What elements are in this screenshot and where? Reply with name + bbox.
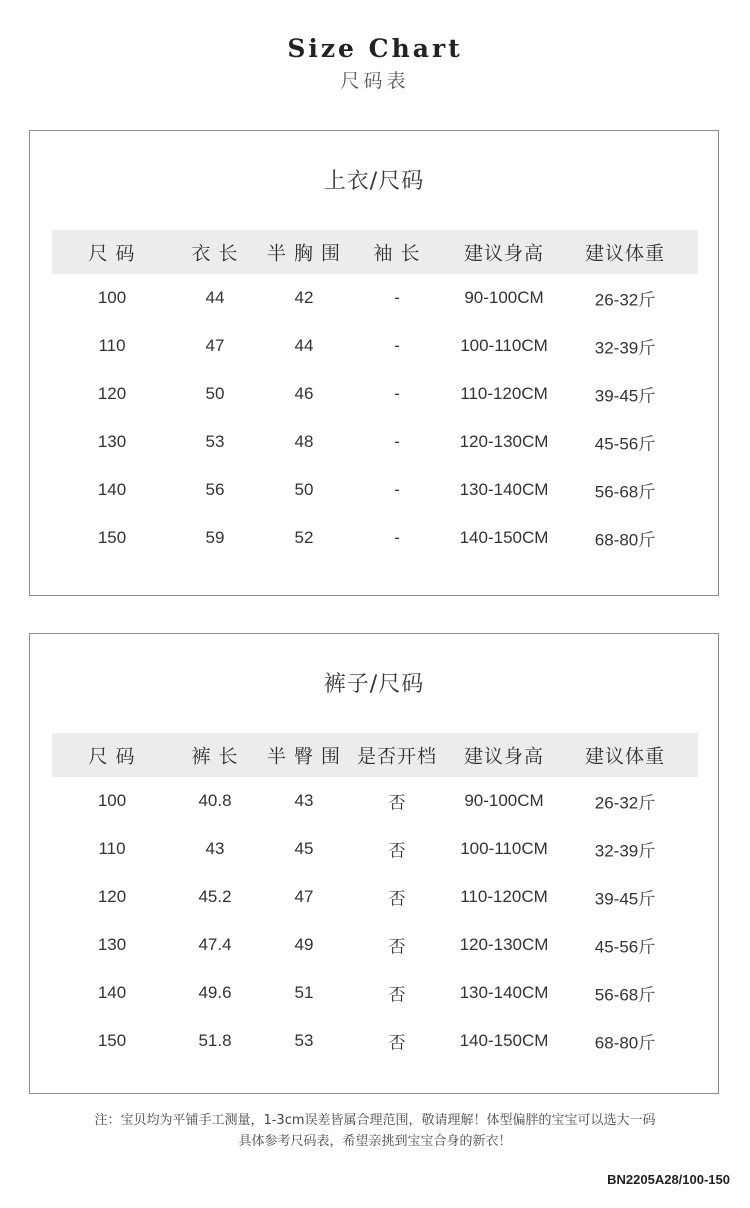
note-line-1: 注：宝贝均为平铺手工测量，1-3cm误差皆属合理范围，敬请理解！体型偏胖的宝宝可以选大一码 — [94, 1113, 656, 1128]
cell-height: 110-120CM — [460, 887, 548, 906]
cell-half-chest: 50 — [294, 480, 314, 499]
cell-size: 150 — [97, 1031, 127, 1050]
cell-half-hip: 43 — [294, 791, 314, 810]
cell-height: 120-130CM — [459, 432, 549, 451]
cell-pants-length: 45.2 — [198, 887, 232, 906]
cell-weight: 45-56斤 — [594, 937, 656, 957]
cell-size: 130 — [97, 432, 127, 451]
column-header-length: 衣 长 — [191, 242, 239, 265]
cell-sleeve: - — [394, 432, 400, 451]
column-header-height: 建议身高 — [463, 745, 545, 768]
pants-table-title: 裤子/尺码 — [323, 672, 425, 697]
table-row — [52, 777, 698, 825]
cell-sleeve: - — [394, 528, 400, 547]
page-header — [0, 30, 750, 94]
cell-half-chest: 42 — [294, 288, 314, 307]
column-header-pants-length: 裤 长 — [191, 745, 239, 768]
cell-weight: 32-39斤 — [594, 841, 656, 861]
cell-length: 59 — [205, 528, 225, 547]
table-row — [52, 873, 698, 921]
product-code: BN2205A28/100-150 — [607, 1172, 730, 1187]
table-row — [52, 466, 698, 514]
table-row — [52, 274, 698, 322]
pants-size-panel — [29, 633, 719, 1094]
cell-weight: 32-39斤 — [594, 338, 656, 358]
cell-length: 47 — [205, 336, 225, 355]
cell-pants-length: 40.8 — [198, 791, 232, 810]
table-row — [52, 825, 698, 873]
cell-sleeve: - — [394, 336, 400, 355]
cell-open-crotch: 否 — [388, 889, 406, 909]
cell-weight: 39-45斤 — [594, 889, 656, 909]
cell-size: 100 — [97, 791, 127, 810]
page-subtitle: 尺码表 — [340, 70, 410, 92]
cell-length: 56 — [205, 480, 225, 499]
cell-weight: 56-68斤 — [594, 482, 656, 502]
cell-weight: 26-32斤 — [594, 793, 656, 813]
cell-half-chest: 44 — [294, 336, 314, 355]
measurement-note — [0, 1110, 750, 1152]
page-title: Size Chart — [287, 34, 463, 63]
cell-height: 90-100CM — [464, 288, 544, 307]
cell-open-crotch: 否 — [388, 793, 406, 813]
cell-size: 100 — [97, 288, 127, 307]
cell-size: 150 — [97, 528, 127, 547]
cell-half-hip: 45 — [294, 839, 314, 858]
cell-height: 100-110CM — [460, 839, 548, 858]
cell-height: 100-110CM — [460, 336, 548, 355]
table-row — [52, 322, 698, 370]
table-row — [52, 921, 698, 969]
tops-table-body — [52, 274, 698, 562]
cell-size: 120 — [97, 887, 127, 906]
note-line-2: 具体参考尺码表，希望亲挑到宝宝合身的新衣！ — [238, 1134, 512, 1149]
cell-weight: 68-80斤 — [594, 530, 656, 550]
cell-weight: 45-56斤 — [594, 434, 656, 454]
cell-size: 120 — [97, 384, 127, 403]
cell-height: 130-140CM — [459, 480, 549, 499]
cell-height: 120-130CM — [459, 935, 549, 954]
column-header-size: 尺 码 — [88, 242, 136, 265]
column-header-open-crotch: 是否开档 — [356, 745, 438, 768]
column-header-half-chest: 半 胸 围 — [266, 242, 342, 265]
cell-size: 140 — [97, 480, 127, 499]
cell-weight: 68-80斤 — [594, 1033, 656, 1053]
table-row — [52, 1017, 698, 1065]
cell-open-crotch: 否 — [388, 841, 406, 861]
table-row — [52, 370, 698, 418]
cell-size: 140 — [97, 983, 127, 1002]
cell-height: 90-100CM — [464, 791, 544, 810]
cell-height: 130-140CM — [459, 983, 549, 1002]
cell-size: 130 — [97, 935, 127, 954]
cell-half-hip: 53 — [294, 1031, 314, 1050]
cell-half-chest: 48 — [294, 432, 314, 451]
cell-half-chest: 46 — [294, 384, 314, 403]
column-header-height: 建议身高 — [463, 242, 545, 265]
pants-table-header — [52, 733, 698, 777]
cell-half-chest: 52 — [294, 528, 314, 547]
cell-open-crotch: 否 — [388, 937, 406, 957]
cell-sleeve: - — [394, 480, 400, 499]
pants-table-body — [52, 777, 698, 1065]
cell-size: 110 — [98, 336, 126, 355]
cell-half-hip: 51 — [294, 983, 314, 1002]
column-header-weight: 建议体重 — [584, 745, 666, 768]
cell-half-hip: 49 — [294, 935, 314, 954]
column-header-half-hip: 半 臀 围 — [266, 745, 342, 768]
cell-size: 110 — [98, 839, 126, 858]
tops-table-title: 上衣/尺码 — [323, 169, 425, 194]
table-row — [52, 969, 698, 1017]
cell-height: 140-150CM — [459, 528, 549, 547]
tops-table-header — [52, 230, 698, 274]
cell-weight: 39-45斤 — [594, 386, 656, 406]
cell-length: 44 — [205, 288, 225, 307]
cell-length: 53 — [205, 432, 225, 451]
cell-pants-length: 51.8 — [198, 1031, 232, 1050]
cell-sleeve: - — [394, 288, 400, 307]
column-header-sleeve: 袖 长 — [373, 242, 421, 265]
cell-length: 50 — [205, 384, 225, 403]
cell-height: 110-120CM — [460, 384, 548, 403]
cell-pants-length: 47.4 — [198, 935, 232, 954]
cell-height: 140-150CM — [459, 1031, 549, 1050]
column-header-weight: 建议体重 — [584, 242, 666, 265]
cell-pants-length: 49.6 — [198, 983, 232, 1002]
tops-size-panel — [29, 130, 719, 596]
table-row — [52, 514, 698, 562]
cell-open-crotch: 否 — [388, 985, 406, 1005]
cell-half-hip: 47 — [294, 887, 314, 906]
cell-sleeve: - — [394, 384, 400, 403]
cell-weight: 26-32斤 — [594, 290, 656, 310]
cell-open-crotch: 否 — [388, 1033, 406, 1053]
column-header-size: 尺 码 — [88, 745, 136, 768]
cell-weight: 56-68斤 — [594, 985, 656, 1005]
cell-pants-length: 43 — [205, 839, 225, 858]
table-row — [52, 418, 698, 466]
